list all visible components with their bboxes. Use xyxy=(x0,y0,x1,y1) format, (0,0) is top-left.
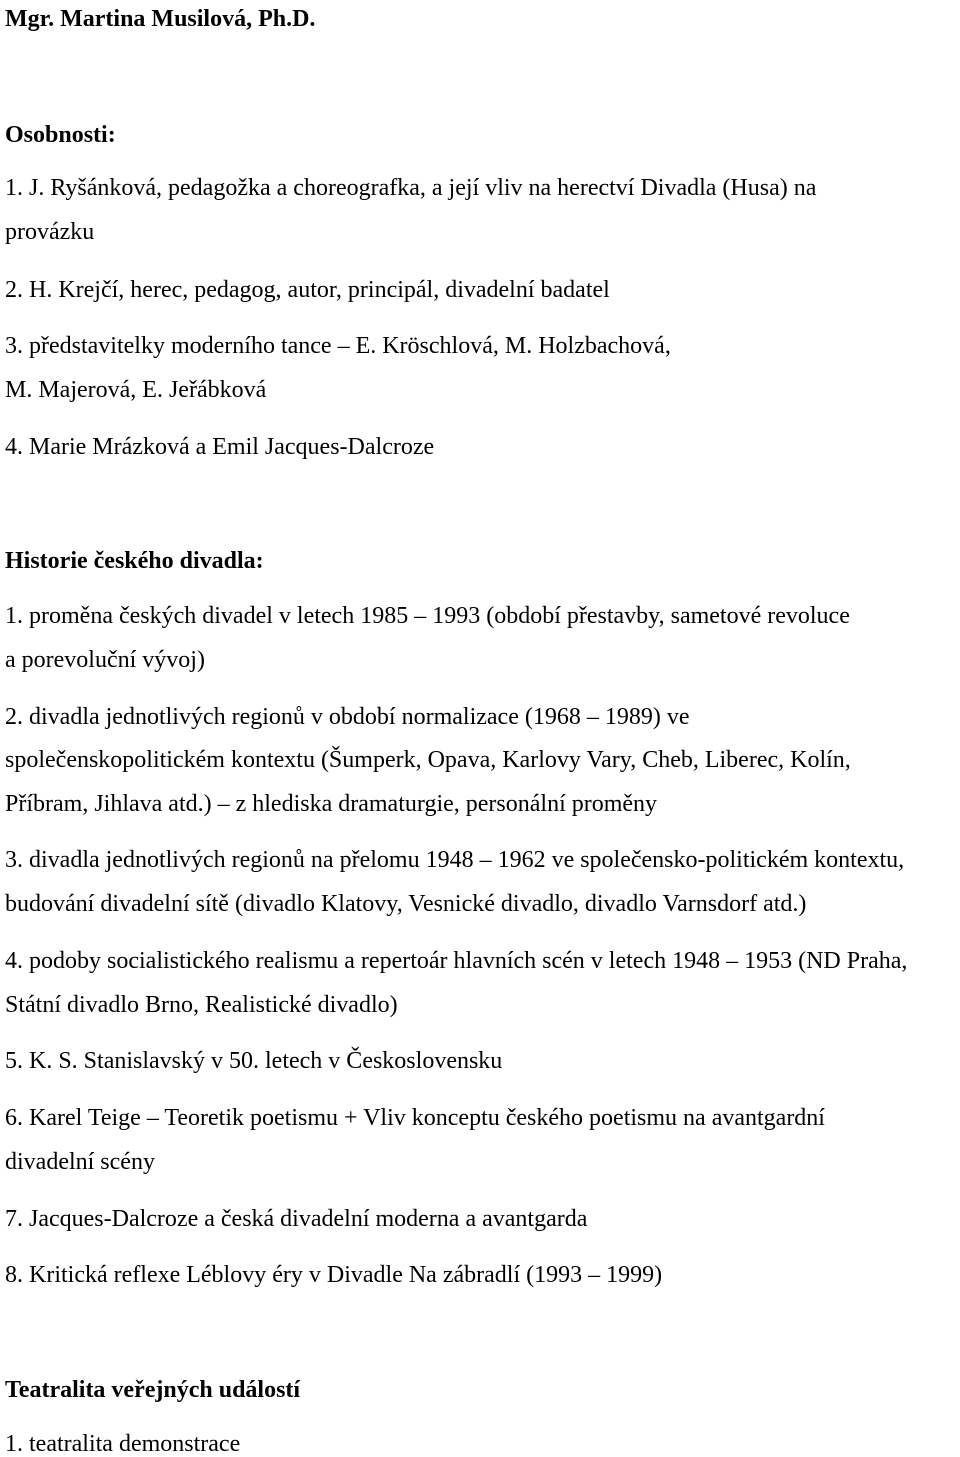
list-item: 1. teatralita demonstrace xyxy=(5,1431,241,1457)
section-heading-historie: Historie českého divadla: xyxy=(5,548,264,574)
list-item: divadelní scény xyxy=(5,1149,155,1175)
list-item: a porevoluční vývoj) xyxy=(5,647,205,673)
author-title: Mgr. Martina Musilová, Ph.D. xyxy=(5,6,316,32)
list-item: společenskopolitickém kontextu (Šumperk, Opava, Karlovy Vary, Cheb, Liberec, Kolín, xyxy=(5,747,851,773)
list-item: 2. H. Krejčí, herec, pedagog, autor, principál, divadelní badatel xyxy=(5,277,610,303)
list-item: 4. podoby socialistického realismu a repertoár hlavních scén v letech 1948 – 1953 (ND Praha, xyxy=(5,948,908,974)
list-item: Státní divadlo Brno, Realistické divadlo) xyxy=(5,992,398,1018)
list-item: 3. představitelky moderního tance – E. Kröschlová, M. Holzbachová, xyxy=(5,333,671,359)
list-item: 1. J. Ryšánková, pedagožka a choreografka, a její vliv na herectví Divadla (Husa) na xyxy=(5,175,817,201)
list-item: 2. divadla jednotlivých regionů v období normalizace (1968 – 1989) ve xyxy=(5,704,690,730)
list-item: 7. Jacques-Dalcroze a česká divadelní moderna a avantgarda xyxy=(5,1206,588,1232)
list-item: Příbram, Jihlava atd.) – z hlediska dramaturgie, personální proměny xyxy=(5,791,658,817)
section-heading-osobnosti: Osobnosti: xyxy=(5,122,116,148)
list-item: 1. proměna českých divadel v letech 1985 – 1993 (období přestavby, sametové revoluce xyxy=(5,603,850,629)
list-item: 3. divadla jednotlivých regionů na přelomu 1948 – 1962 ve společensko-politickém kontextu, xyxy=(5,847,905,873)
list-item: budování divadelní sítě (divadlo Klatovy, Vesnické divadlo, divadlo Varnsdorf atd.) xyxy=(5,891,807,917)
list-item: M. Majerová, E. Jeřábková xyxy=(5,377,267,403)
list-item: 4. Marie Mrázková a Emil Jacques-Dalcroze xyxy=(5,434,435,460)
list-item: 6. Karel Teige – Teoretik poetismu + Vliv konceptu českého poetismu na avantgardní xyxy=(5,1105,825,1131)
list-item: 5. K. S. Stanislavský v 50. letech v Československu xyxy=(5,1048,503,1074)
list-item: provázku xyxy=(5,219,95,245)
section-heading-teatralita: Teatralita veřejných událostí xyxy=(5,1377,301,1403)
list-item: 8. Kritická reflexe Léblovy éry v Divadle Na zábradlí (1993 – 1999) xyxy=(5,1262,663,1288)
